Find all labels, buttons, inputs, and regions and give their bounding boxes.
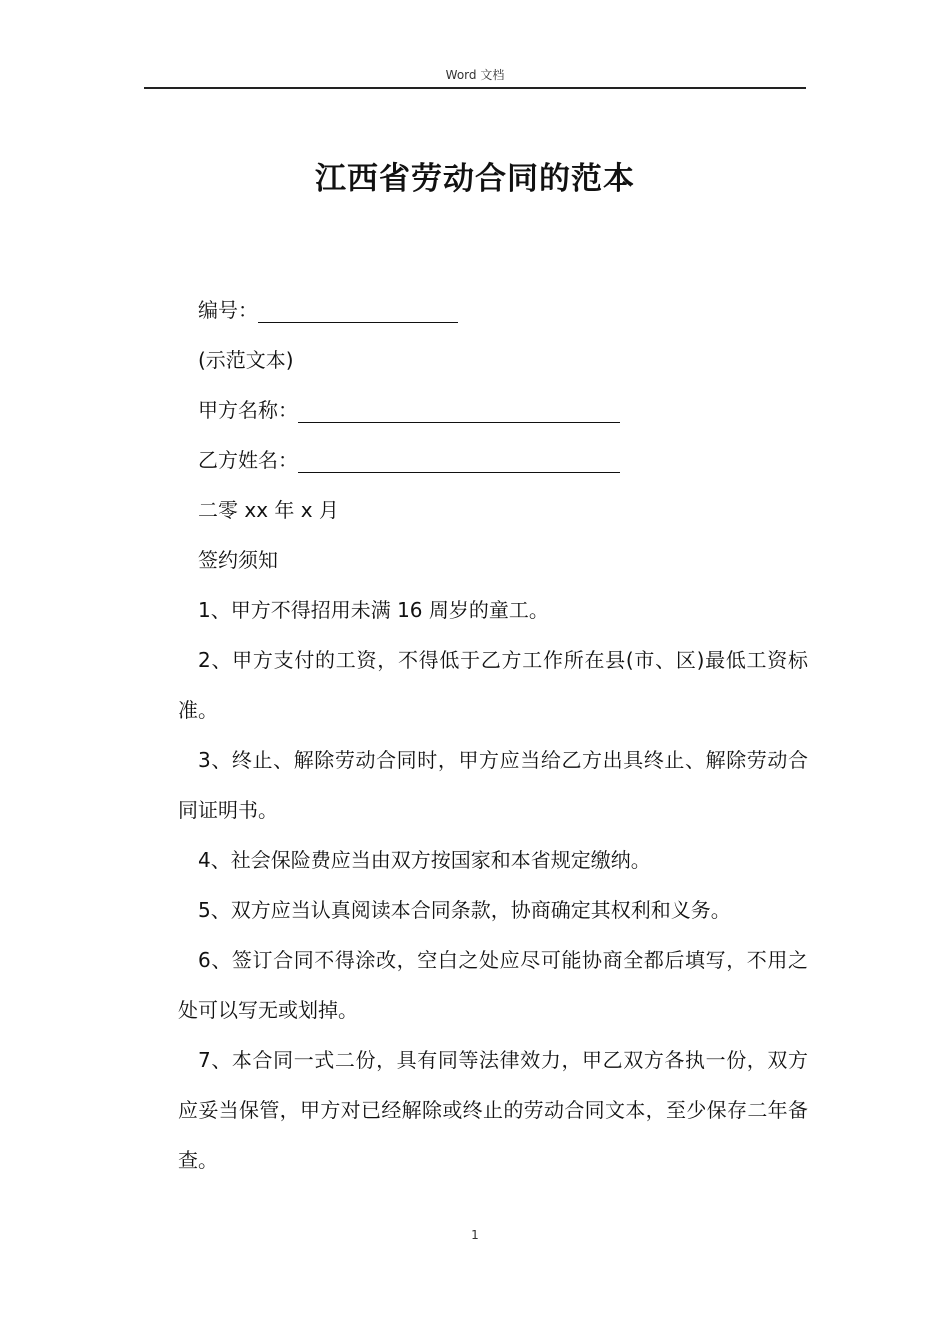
notice-item-4: 4、社会保险费应当由双方按国家和本省规定缴纳。 [198, 848, 651, 872]
page-number: 1 [471, 1228, 479, 1242]
date-line: 二零 xx 年 x 月 [198, 498, 339, 522]
party-a-line [178, 385, 808, 435]
contract-number-line [178, 285, 808, 335]
document-title: 江西省劳动合同的范本 [315, 161, 635, 197]
party-a-blank [298, 398, 620, 423]
notice-item-1: 1、甲方不得招用未满 16 周岁的童工。 [198, 598, 549, 622]
notice-item-5: 5、双方应当认真阅读本合同条款，协商确定其权利和义务。 [198, 898, 731, 922]
contract-number-label: 编号： [198, 298, 258, 322]
notice-item-3: 3、终止、解除劳动合同时，甲方应当给乙方出具终止、解除劳动合同证明书。 [178, 748, 808, 822]
notice-item-2: 2、甲方支付的工资，不得低于乙方工作所在县(市、区)最低工资标准。 [178, 648, 808, 722]
party-b-blank [298, 448, 620, 473]
page-header: Word 文档 [445, 68, 505, 82]
contract-number-blank [258, 298, 458, 323]
sample-note: (示范文本) [198, 348, 294, 372]
notice-item-6: 6、签订合同不得涂改，空白之处应尽可能协商全都后填写，不用之处可以写无或划掉。 [178, 948, 808, 1022]
party-a-label: 甲方名称： [198, 398, 298, 422]
document-body [178, 285, 808, 1185]
party-b-label: 乙方姓名： [198, 448, 298, 472]
party-b-line [178, 435, 808, 485]
notice-item-7: 7、本合同一式二份，具有同等法律效力，甲乙双方各执一份，双方应妥当保管，甲方对已经解除或终止的劳动合同文本，至少保存二年备查。 [178, 1048, 808, 1172]
header-divider [144, 87, 806, 89]
section-heading: 签约须知 [198, 548, 278, 572]
